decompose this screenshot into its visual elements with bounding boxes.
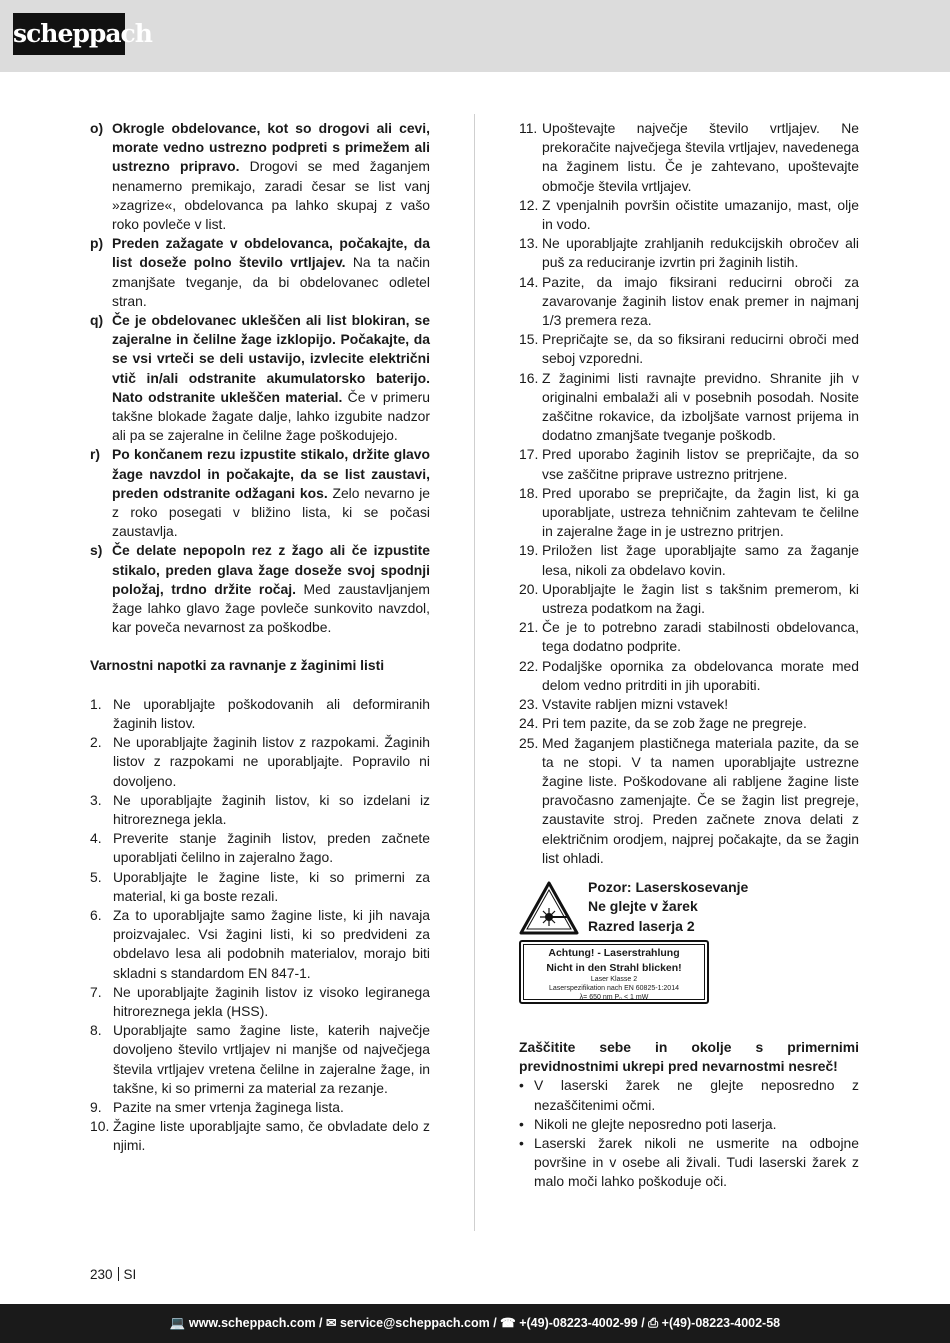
bullet-item — [519, 1134, 859, 1192]
item-text: Če je to potrebno zaradi stabilnosti obdelovanca, tega dodatno podprite. — [542, 619, 859, 655]
bullet-icon: • — [519, 1134, 524, 1151]
list-item — [90, 234, 430, 311]
item-text: Drogovi se med žaganjem nenamerno premikajo, zaradi česar se list vanj »zagrize«, obdelovanca pa lahko skupaj z vašo roko povleče v list. — [112, 158, 430, 233]
item-bold-text: Okrogle obdelovance, kot so drogovi ali cevi, morate vedno ustrezno podpreti s primežem ali ustrezno pripravo. — [112, 120, 430, 175]
label-line: Nicht in den Strahl blicken! — [546, 961, 682, 974]
item-text: Pred uporabo žaginih listov se prepričajte, da so vse zaščitne priprave ustrezno pritrjene. — [542, 446, 859, 482]
numbered-item — [90, 695, 430, 733]
item-number: 12. — [519, 196, 539, 213]
item-number: 8. — [90, 1022, 102, 1039]
numbered-item — [90, 1117, 430, 1155]
numbered-item — [519, 734, 859, 868]
item-number: 16. — [519, 369, 539, 386]
numbered-item — [519, 273, 859, 331]
numbered-item — [519, 330, 859, 368]
page-number-value: 230 — [90, 1267, 113, 1282]
numbered-item — [90, 868, 430, 906]
item-text: Zelo nevarno je z roko posegati v bližino lista, ki se počasi zaustavlja. — [112, 484, 431, 540]
left-column — [90, 119, 430, 1156]
item-number: 11. — [519, 120, 538, 136]
numbered-item — [519, 196, 859, 234]
item-number: 1. — [90, 695, 102, 712]
item-text: Nikoli ne glejte neposredno poti laserja. — [534, 1115, 777, 1132]
numbered-item — [90, 733, 430, 791]
numbered-item — [519, 580, 859, 618]
item-number: 2. — [90, 734, 102, 751]
item-number: 9. — [90, 1098, 102, 1115]
numbered-item — [90, 791, 430, 829]
page-footer: 💻 www.scheppach.com / ✉ service@scheppach.com / ☎ +(49)-08223-4002-99 / ⎙ +(49)-08223-4002-58 — [0, 1304, 950, 1343]
page-number — [90, 1267, 136, 1282]
laser-label — [519, 940, 709, 1004]
item-text: Laserski žarek nikoli ne usmerite na odbojne površine in v osebe ali živali. Tudi laserski žarek z malo moči lahko poškoduje oči. — [534, 1134, 859, 1190]
item-bold-text: Po končanem rezu izpustite stikalo, držite glavo žage navzdol in počakajte, da se list zaustavi, preden odstranite odžagani kos. — [112, 446, 430, 501]
item-text: Ne uporabljajte zrahljanih redukcijskih obročev ali puš za reduciranje izvrtin pri žaginih listih. — [542, 235, 859, 271]
label-line: λ= 650 nm P₀ < 1 mW — [579, 993, 649, 1001]
item-number: 24. — [519, 715, 539, 732]
item-text: Upoštevajte največje število vrtljajev. Ne prekoračite največjega števila vrtljajev, navedenega na žaginem listu. Če je zahtevano, upoštevajte območje števila vrtljajev. — [542, 120, 859, 194]
item-text: Žagine liste uporabljajte samo, če obvladate delo z njimi. — [113, 1118, 430, 1154]
list-item — [90, 445, 430, 541]
item-number: 10. — [90, 1118, 110, 1135]
bullet-item — [519, 1076, 859, 1114]
item-text: Na ta način zmanjšate tveganje, da bi obdelovanec odletel stran. — [112, 254, 430, 309]
list-item — [90, 119, 430, 234]
numbered-item — [519, 484, 859, 542]
laser-warning-icon — [519, 881, 579, 935]
phone-icon: ☎ — [500, 1316, 516, 1330]
item-text: Za to uporabljajte samo žagine liste, ki jih navaja proizvajalec. Vsi žagini listi, ki so predvideni za obdelavo lesa ali podobnih materialov, morajo biti skladni s standardom EN 847-1. — [113, 906, 430, 981]
numbered-item — [90, 829, 430, 867]
numbered-item — [519, 234, 859, 272]
item-text: Pazite, da imajo fiksirani reducirni obroči za zavarovanje žaginih listov enak premer in najmanj 1/3 premera reza. — [542, 273, 859, 329]
right-column — [519, 119, 859, 1192]
item-marker: q) — [90, 312, 104, 329]
numbered-item — [519, 119, 859, 196]
item-number: 3. — [90, 791, 102, 808]
numbered-item — [519, 445, 859, 483]
numbered-item — [519, 541, 859, 579]
item-text: Ne uporabljajte poškodovanih ali deformiranih žaginih listov. — [113, 695, 430, 731]
item-number: 4. — [90, 830, 102, 847]
item-bold-text: Preden zažagate v obdelovanca, počakajte, da list doseže polno število vrtljajev. — [112, 235, 430, 271]
item-number: 18. — [519, 484, 539, 501]
item-text: Če v primeru takšne blokade žagate dalje, lahko izgubite nadzor ali pa se zajeralne in čelilne žage poškodujejo. — [112, 388, 430, 444]
item-bold-text: Če je obdelovanec ukleščen ali list blokiran, se zajeralne in čelilne žage izklopijo. Počakajte, da se vsi vrteči se deli ustavijo, izvlecite električni vtič in/ali odstranite akumulatorsko baterijo. Nato odstranite ukleščen material. — [112, 312, 430, 405]
brand-logo: scheppach — [13, 13, 125, 55]
bullet-item — [519, 1115, 859, 1134]
page-language: SI — [123, 1267, 137, 1282]
item-number: 25. — [519, 734, 539, 751]
item-text: Uporabljajte le žagin list s takšnim premerom, ki ustreza podatkom na žagi. — [542, 580, 859, 617]
item-marker: r) — [90, 446, 101, 463]
item-text: Preverite stanje žaginih listov, preden začnete uporabljati čelilno in zajeralno žago. — [113, 830, 430, 866]
section-heading: Varnostni napotki za ravnanje z žaginimi listi — [90, 657, 385, 674]
fax-icon: ⎙ — [648, 1316, 659, 1330]
numbered-item — [519, 618, 859, 656]
item-text: V laserski žarek ne glejte neposredno z nezaščitenimi očmi. — [534, 1077, 859, 1113]
envelope-icon: ✉ — [326, 1316, 337, 1330]
warning-line: Pozor: Laserskosevanje — [588, 878, 749, 895]
item-number: 15. — [519, 331, 539, 348]
footer-phone: +(49)-08223-4002-99 — [519, 1316, 638, 1330]
label-line: Achtung! - Laserstrahlung — [548, 946, 680, 959]
item-text: Prepričajte se, da so fiksirani reducirni obroči med seboj vzporedni. — [542, 331, 859, 367]
item-text: Med zaustavljanjem žage lahko glavo žage povleče sunkovito navzdol, kar poveča nevarnost za poškodbe. — [112, 580, 431, 636]
numbered-item — [519, 714, 859, 733]
section-heading: Zaščitite sebe in okolje s primernimi previdnostnimi ukrepi pred nevarnostmi nesreč! — [519, 1038, 859, 1075]
numbered-item — [90, 906, 430, 983]
numbered-item — [519, 369, 859, 446]
item-text: Ne uporabljajte žaginih listov z razpokami. Žaginih listov z razpokami ne uporabljajte. Popravilo ni dovoljeno. — [113, 734, 430, 789]
item-text: Uporabljajte samo žagine liste, katerih največje dovoljeno število vrtljajev ni manjše od največjega števila vrtljajev vretena čelilne in zajeralne žage, in takšne, ki so primerni za material za rezanje. — [113, 1022, 430, 1096]
warning-line: Razred laserja 2 — [588, 917, 695, 934]
item-text: Priložen list žage uporabljajte samo za žaganje lesa, nikoli za obdelavo kovin. — [542, 542, 859, 578]
item-bold-text: Če delate nepopoln rez z žago ali če izpustite stikalo, preden glava žage doseže svoj spodnji položaj, trdno držite ročaj. — [112, 542, 430, 597]
item-number: 14. — [519, 273, 539, 290]
numbered-item — [519, 695, 859, 714]
page-separator — [118, 1267, 119, 1281]
item-number: 13. — [519, 235, 539, 252]
computer-icon: 💻 — [169, 1316, 186, 1330]
item-text: Med žaganjem plastičnega materiala pazite, da se ta ne stopi. V ta namen uporabljajte ustrezne žagine liste. Poškodovane ali rabljene žagine liste pravočasno zamenjajte. Če se žagin list pregreje, zaustavite stroj. Preden začnete znova delati z električnim orodjem, najprej počakajte, da se žagin list ohladi. — [542, 734, 859, 866]
item-number: 5. — [90, 868, 102, 885]
item-text: Ne uporabljajte žaginih listov iz visoko legiranega hitroreznega jekla (HSS). — [113, 983, 430, 1019]
item-number: 20. — [519, 580, 539, 597]
item-text: Pri tem pazite, da se zob žage ne pregreje. — [542, 715, 807, 732]
laser-warning — [519, 878, 859, 1038]
numbered-item — [90, 983, 430, 1021]
label-line: Laserspezifikation nach EN 60825-1:2014 — [549, 984, 679, 992]
numbered-item — [90, 1098, 430, 1117]
item-number: 23. — [519, 696, 539, 713]
item-marker: s) — [90, 542, 103, 559]
item-text: Ne uporabljajte žaginih listov, ki so izdelani iz hitroreznega jekla. — [113, 791, 430, 827]
footer-web[interactable]: www.scheppach.com — [188, 1316, 316, 1330]
warning-line: Ne glejte v žarek — [588, 898, 698, 915]
list-item — [90, 541, 430, 637]
footer-email[interactable]: service@scheppach.com — [339, 1316, 490, 1330]
item-number: 6. — [90, 906, 102, 923]
item-marker: p) — [90, 235, 104, 252]
bullet-icon: • — [519, 1077, 524, 1094]
item-text: Vstavite rabljen mizni vstavek! — [542, 696, 729, 713]
item-text: Podaljške opornika za obdelovanca morate med delom vedno pritrditi in jih uporabiti. — [542, 657, 859, 693]
column-divider — [474, 114, 475, 1231]
item-marker: o) — [90, 120, 104, 136]
list-item — [90, 311, 430, 445]
numbered-item — [519, 657, 859, 695]
item-number: 7. — [90, 983, 102, 1000]
item-text: Z žaginimi listi ravnajte previdno. Shranite jih v originalni embalaži ali v posebnih posodah. Nosite zaščitne rokavice, da izboljšate varnost prijema in dodatno zmanjšate tveganje poškodb. — [542, 369, 859, 444]
item-text: Uporabljajte le žagine liste, ki so primerni za material, ki ga boste rezali. — [113, 868, 430, 904]
label-line: Laser Klasse 2 — [590, 975, 638, 983]
item-number: 21. — [519, 619, 539, 636]
page-header — [0, 0, 950, 72]
item-text: Z vpenjalnih površin očistite umazanijo, mast, olje in vodo. — [542, 196, 859, 233]
item-text: Pazite na smer vrtenja žaginega lista. — [113, 1098, 344, 1115]
item-number: 19. — [519, 542, 539, 559]
item-number: 22. — [519, 657, 539, 674]
item-text: Pred uporabo se prepričajte, da žagin list, ki ga uporabljate, ustreza tehničnim zahtevam te čelilne in zajeralne žage in je ustrezno pritrjen. — [542, 484, 859, 540]
footer-fax: +(49)-08223-4002-58 — [661, 1316, 781, 1330]
numbered-item — [90, 1021, 430, 1098]
bullet-icon: • — [519, 1115, 524, 1132]
item-number: 17. — [519, 446, 539, 463]
